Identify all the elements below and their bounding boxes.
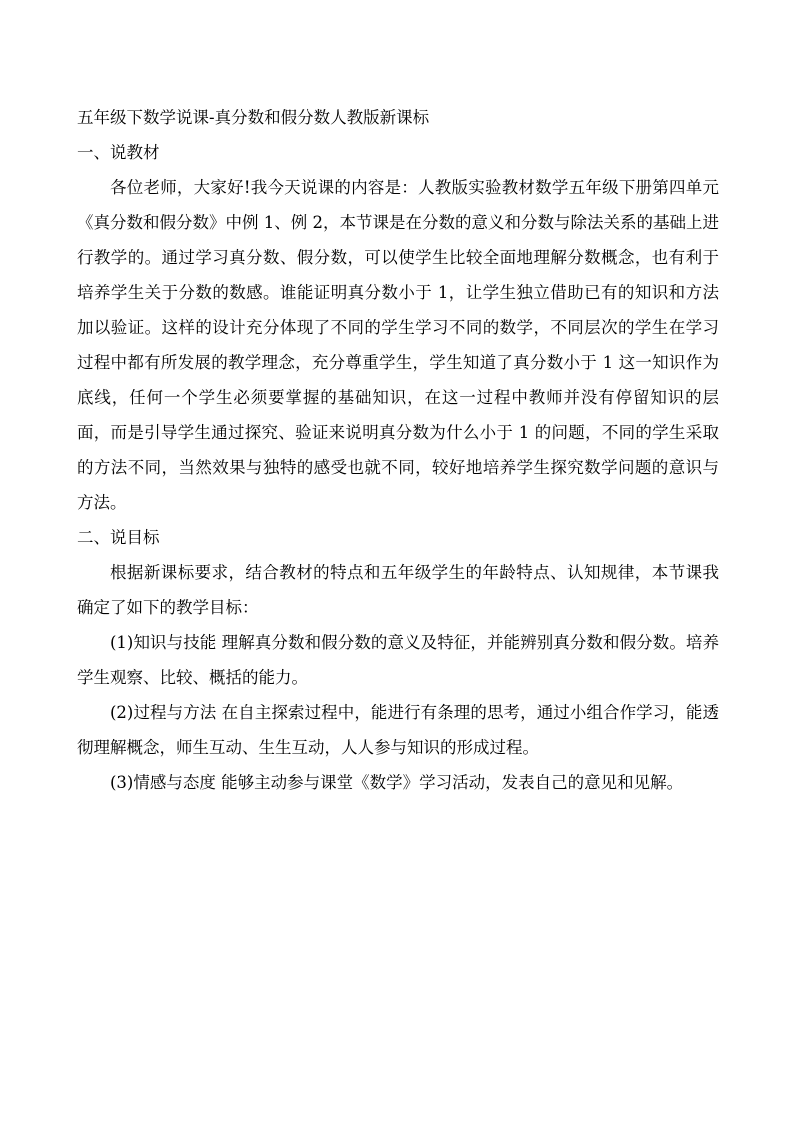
goal-process-method: (2)过程与方法 在自主探索过程中，能进行有条理的思考，通过小组合作学习，能透彻理解概念，师生互动、生生互动，人人参与知识的形成过程。 — [77, 703, 719, 757]
section-heading-objectives: 二、说目标 — [77, 528, 160, 547]
section-heading-teaching-material: 一、说教材 — [77, 143, 160, 162]
document-title: 五年级下数学说课-真分数和假分数人教版新课标 — [77, 108, 430, 127]
goal-knowledge-skills: (1)知识与技能 理解真分数和假分数的意义及特征，并能辨别真分数和假分数。培养学生观察、比较、概括的能力。 — [77, 633, 719, 687]
paragraph-teaching-material: 各位老师，大家好!我今天说课的内容是：人教版实验教材数学五年级下册第四单元《真分数和假分数》中例 1、例 2，本节课是在分数的意义和分数与除法关系的基础上进行教学的。通过学习真分数、假分数，可以使学生比较全面地理解分数概念，也有利于培养学生关于分数的数感。谁能证明真分数小于 1，让学生独立借助已有的知识和方法加以验证。这样的设计充分体现了不同的学生学习不同的数学，不同层次的学生在学习过程中都有所发展的教学理念，充分尊重学生，学生知道了真分数小于 1 这一知识作为底线，任何一个学生必须要掌握的基础知识，在这一过程中教师并没有停留知识的层面，而是引导学生通过探究、验证来说明真分数为什么小于 1 的问题，不同的学生采取的方法不同，当然效果与独特的感受也就不同，较好地培养学生探究数学问题的意识与方法。 — [77, 178, 719, 512]
document-body — [77, 100, 719, 800]
paragraph-objectives-intro: 根据新课标要求，结合教材的特点和五年级学生的年龄特点、认知规律，本节课我确定了如下的教学目标： — [77, 563, 719, 617]
goal-emotion-attitude: (3)情感与态度 能够主动参与课堂《数学》学习活动，发表自己的意见和见解。 — [110, 773, 684, 792]
